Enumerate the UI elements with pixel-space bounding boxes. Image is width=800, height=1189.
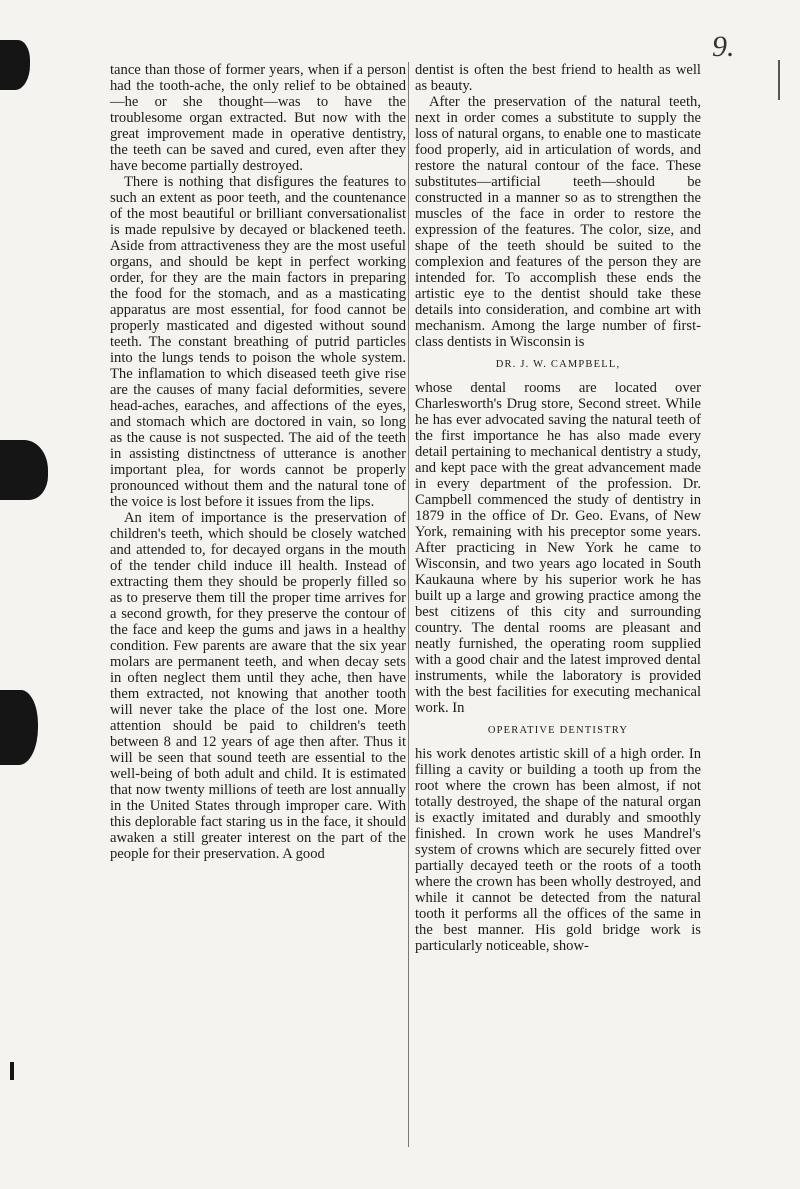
right-paragraph-2: After the preservation of the natural teeth, next in order comes a substitute to supply the loss of natural organs, to enable one to masticate food properly, aid in articulation of words, and restore the natural contour of the face. These substitutes—artificial teeth—should be constructed in a manner so as to strengthen the muscles of the face in order to restore the expression of the features. The color, size, and shape of the teeth should be suited to the complexion and features of the person they are intended for. To accomplish these ends the artistic eye to the dentist should take these details into consideration, and combine art with mechanism. Among the large number of first-class dentists in Wisconsin is: [415, 94, 701, 350]
right-paragraph-3: whose dental rooms are located over Charlesworth's Drug store, Second street. While he has ever advocated saving the natural teeth of the first importance he has also made every detail pertaining to mechanical dentistry a study, and kept pace with the great advancement made in every department of the profession. Dr. Campbell commenced the study of dentistry in 1879 in the office of Dr. Geo. Evans, of New York, remaining with his preceptor some years. After practicing in New York he came to Wisconsin, and two years ago located in South Kaukauna where by his superior work he has built up a large and growing practice among the best citizens of this city and surrounding country. The dental rooms are pleasant and neatly furnished, the operating room supplied with a good chair and the latest improved dental instruments, while the laboratory is provided with the best facilities for executing mechanical work. In: [415, 380, 701, 716]
right-column: [415, 62, 701, 954]
right-paragraph-1: dentist is often the best friend to health as well as beauty.: [415, 62, 701, 94]
left-column: [110, 62, 406, 862]
heading-dr-campbell: DR. J. W. CAMPBELL,: [495, 359, 621, 370]
edge-mark-5: [778, 60, 780, 100]
page-number: 9.: [712, 30, 735, 63]
column-divider: [408, 62, 409, 1147]
edge-mark-3: [0, 690, 38, 765]
edge-mark-1: [0, 40, 30, 90]
right-paragraph-4: his work denotes artistic skill of a high order. In filling a cavity or building a tooth up from the root where the crown has been almost, if not totally destroyed, the shape of the natural organ is exactly imitated and durably and smoothly finished. In crown work he uses Mandrel's system of crowns which are securely fitted over partially decayed teeth or the roots of a tooth where the crown has been wholly destroyed, and while it cannot be detected from the natural tooth it performs all the offices of the same in the best manner. His gold bridge work is particularly noticeable, show-: [415, 746, 701, 954]
left-paragraph-3: An item of importance is the preservation of children's teeth, which should be closely watched and attended to, for decayed organs in the mouth of the tender child induce ill health. Instead of extracting them they should be properly filled so as to preserve them till the proper time arrives for a second growth, for they preserve the contour of the face and keep the gums and jaws in a healthy condition. Few parents are aware that the six year molars are permanent teeth, and when decay sets in often neglect them until they ache, then have them extracted, not knowing that another tooth will never take the place of the lost one. More attention should be paid to children's teeth between 8 and 12 years of age then after. Thus it will be seen that sound teeth are essential to the well-being of both adult and child. It is estimated that now twenty millions of teeth are lost annually in the United States through improper care. With this deplorable fact staring us in the face, it should awaken a still greater interest on the part of the people for their preservation. A good: [110, 510, 406, 862]
left-paragraph-2: There is nothing that disfigures the features to such an extent as poor teeth, and the countenance of the most beautiful or brilliant conversationalist is made repulsive by decayed or blackened teeth. Aside from attractiveness they are the most useful organs, and should be kept in perfect working order, for they are the main factors in preparing the food for the stomach, and as a masticating apparatus are most essential, for food cannot be properly masticated and digested without sound teeth. The constant breathing of putrid particles into the lungs tends to poison the whole system. The inflamation to which diseased teeth give rise are the causes of many facial deformities, severe head-aches, earaches, and affections of the eyes, and stomach which are doctored in vain, so long as the cause is not suspected. The aid of the teeth in assisting distinctness of utterance is another important plea, for words cannot be properly pronounced without them and the natural tone of the voice is lost before it issues from the lips.: [110, 174, 406, 510]
left-paragraph-1: tance than those of former years, when if a person had the tooth-ache, the only relief to be obtained—he or she thought—was to have the troublesome organ extracted. But now with the great improvement made in operative dentistry, the teeth can be saved and cured, even after they have become partially destroyed.: [110, 62, 406, 174]
edge-mark-4: [10, 1062, 14, 1080]
heading-operative-dentistry: OPERATIVE DENTISTRY: [487, 725, 629, 736]
edge-mark-2: [0, 440, 48, 500]
